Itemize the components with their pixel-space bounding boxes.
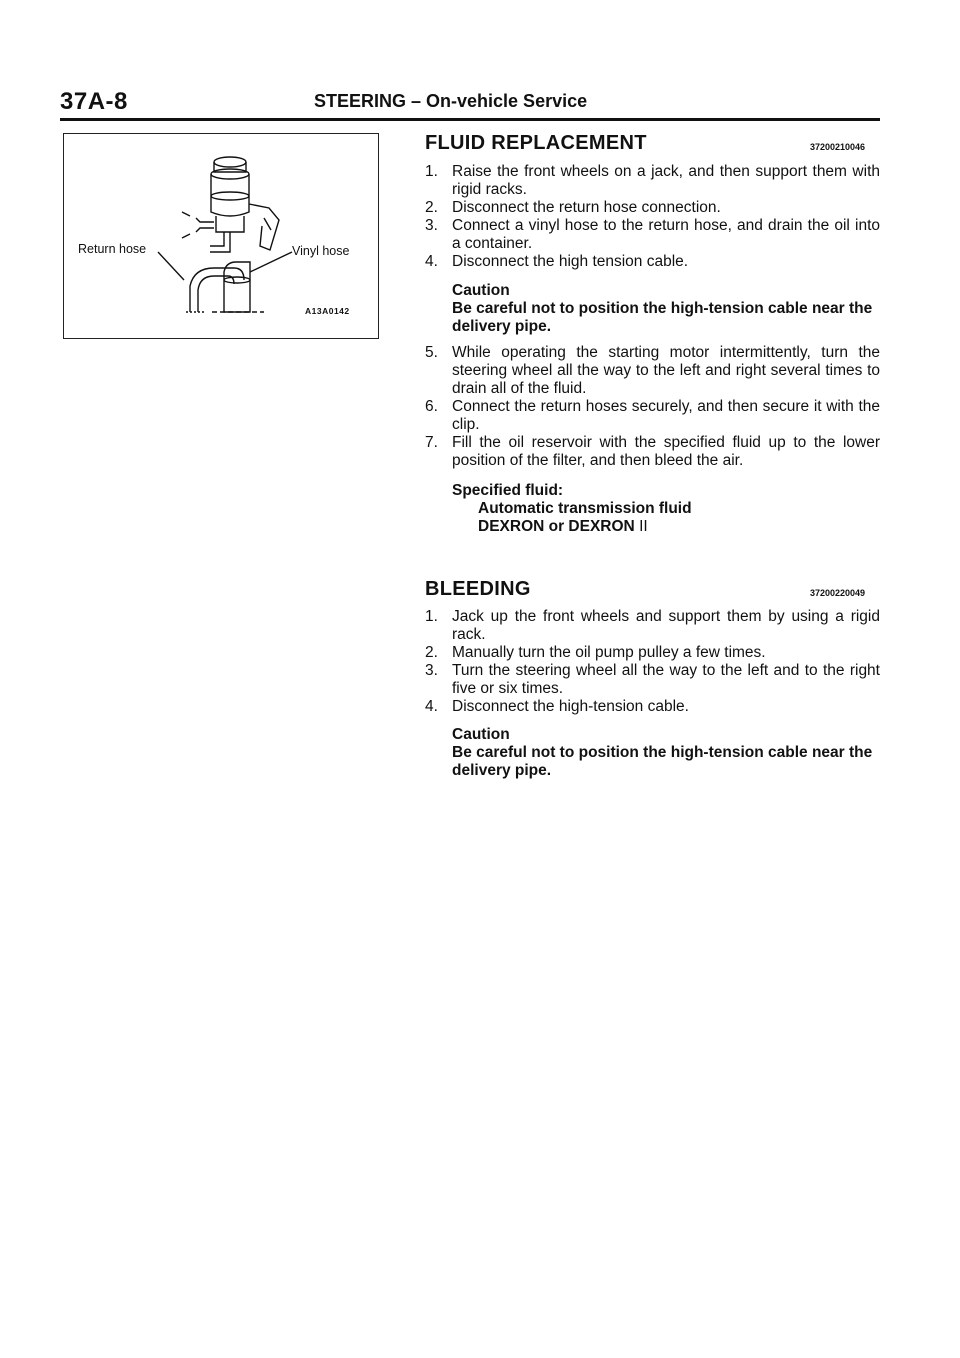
fluid-caution: [452, 282, 880, 336]
specified-fluid: [452, 482, 880, 536]
list-item: 2. Manually turn the oil pump pulley a few times.: [425, 644, 766, 661]
spec-line-2: DEXRON or DEXRON II: [478, 518, 648, 535]
list-item: 2. Disconnect the return hose connection.: [425, 199, 721, 216]
list-item: 6. Connect the return hoses securely, and then secure it with the clip.: [425, 398, 880, 433]
list-item: 1. Jack up the front wheels and support them by using a rigid rack.: [425, 608, 880, 643]
page-number: 37A-8: [60, 88, 128, 115]
bleeding-caution: [452, 726, 880, 780]
header-rule: [60, 118, 880, 121]
list-item: 4. Disconnect the high-tension cable.: [425, 698, 689, 715]
fluid-replacement-title: FLUID REPLACEMENT: [425, 132, 647, 154]
fluid-steps-5-7: [425, 344, 880, 470]
page-header: [60, 88, 880, 118]
vinyl-hose-label: Vinyl hose: [292, 244, 350, 258]
illustration-frame: [63, 133, 379, 339]
caution-label: Caution: [452, 726, 510, 743]
list-item: 3. Turn the steering wheel all the way to the left and to the right five or six times.: [425, 662, 880, 697]
list-item: 4. Disconnect the high tension cable.: [425, 253, 689, 270]
list-item: 5. While operating the starting motor intermittently, turn the steering wheel all the way to the left and right several times to drain all of the fluid.: [425, 344, 880, 397]
list-item: 1. Raise the front wheels on a jack, and then support them with rigid racks.: [425, 163, 880, 198]
page-title: STEERING – On-vehicle Service: [314, 91, 588, 111]
list-item: 3. Connect a vinyl hose to the return hose, and drain the oil into a container.: [425, 217, 880, 252]
spec-label: Specified fluid:: [452, 482, 564, 499]
bleeding-steps: [425, 608, 880, 716]
fluid-steps-1-4: [425, 163, 880, 271]
spec-line-1: Automatic transmission fluid: [478, 500, 692, 517]
bleeding-title: BLEEDING: [425, 578, 531, 600]
caution-text: Be careful not to position the high-tension cable near the delivery pipe.: [452, 300, 873, 335]
caution-label: Caution: [452, 282, 510, 299]
figure-code: A13A0142: [305, 306, 350, 316]
return-hose-label: Return hose: [78, 242, 147, 256]
caution-text: Be careful not to position the high-tension cable near the delivery pipe.: [452, 744, 873, 779]
list-item: 7. Fill the oil reservoir with the specified fluid up to the lower position of the filter, and then bleed the air.: [425, 434, 880, 469]
fluid-replacement-code: 37200210046: [810, 142, 866, 152]
bleeding-code: 37200220049: [810, 588, 866, 598]
